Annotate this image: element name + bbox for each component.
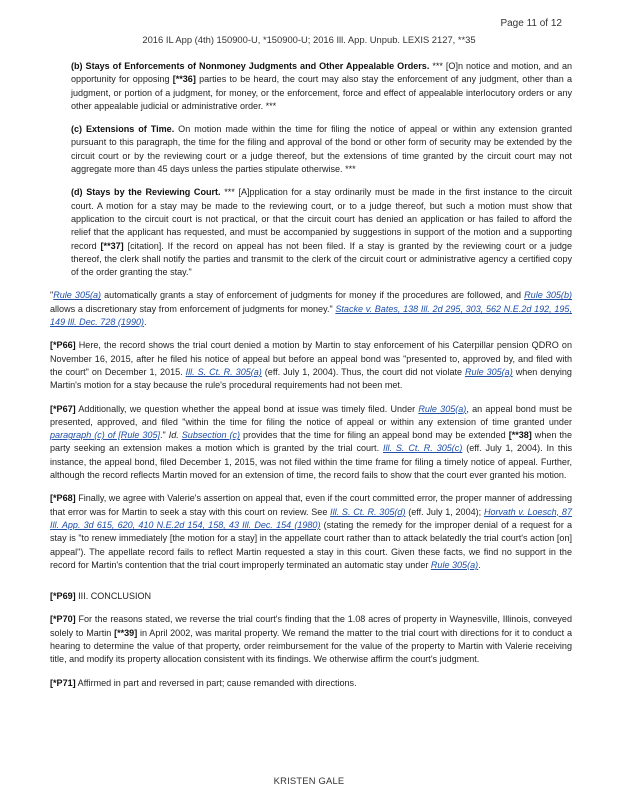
page-marker: [**38]	[508, 430, 532, 441]
stacke-v-bates-link[interactable]: Stacke v. Bates, 138 Ill. 2d 295, 303, 562 N.E.2d 192, 195, 149 Ill. Dec. 728 (1990)	[50, 303, 572, 328]
citation-header: 2016 IL App (4th) 150900-U, *150900-U; 2016 Ill. App. Unpub. LEXIS 2127, **35	[142, 34, 476, 45]
quote-heading-d: (d) Stays by the Reviewing Court.	[71, 187, 221, 198]
section-heading: III. CONCLUSION	[75, 591, 152, 602]
rule-305c-link[interactable]: Ill. S. Ct. R. 305(c)	[382, 443, 463, 454]
horvath-v-loesch-link[interactable]: Horvath v. Loesch, 87 Ill. App. 3d 615, 620, 410 N.E.2d 154, 158, 43 Ill. Dec. 154 (1980)	[50, 506, 572, 530]
paragraph-marker: [*P69]	[50, 591, 76, 602]
rule-305-paragraph: "Rule 305(a) automatically grants a stay of enforcement of judgments for money if the procedures are followed, and Rule 305(b) allows a discretionary stay from enforcement of judgments for money." Stacke v. Bates, 138 Ill. 2d 295, 303, 562 N.E.2d 192, 195, 149 Ill. Dec. 728 (1990).	[50, 290, 572, 328]
rule-305a-link[interactable]: Rule 305(a)	[465, 366, 513, 377]
page-marker: [**39]	[114, 627, 138, 638]
paragraph-marker: [*P68]	[50, 493, 76, 504]
rule-305a-link[interactable]: Ill. S. Ct. R. 305(a)	[185, 366, 262, 377]
quote-paragraph-b: (b) Stays of Enforcements of Nonmoney Judgments and Other Appealable Orders. *** [O]n notice and motion, and an opportunity for opposing [**36] parties to be heard, the court may also stay the enforcement of any judgment, other than a judgment, or portion of a judgment, for money, or the enforcement, force and effect of appealable interlocutory orders or any other appealable judicial or administrative order. ***	[71, 61, 573, 111]
paragraph-68: [*P68] Finally, we agree with Valerie's assertion on appeal that, even if the court committed error, the proper manner of addressing that error was for Martin to seek a stay with this court on review. See Ill. S. Ct. R. 305(d) (eff. July 1, 2004); Horvath v. Loesch, 87 Ill. App. 3d 615, 620, 410 N.E.2d 154, 158, 43 Ill. Dec. 154 (1980) (stating the remedy for the improper denial of a request for a stay is "to renew immediately [the motion for a stay] in the appellate court rather than to attack belatedly the trial court's action [on] appeal"). The appellate record fails to reflect Martin requested a stay in this court. Given these facts, we find no support in the record for Martin's contention that the trial court improperly terminated an automatic stay under Rule 305(a).	[50, 493, 573, 570]
paragraph-marker: [*P66]	[50, 340, 76, 351]
paragraph-71: [*P71] Affirmed in part and reversed in part; cause remanded with directions.	[50, 677, 357, 688]
paragraph-69	[50, 590, 572, 603]
rule-305a-link[interactable]: Rule 305(a)	[53, 290, 102, 301]
paragraph-marker: [*P67]	[50, 403, 76, 414]
quote-heading-c: (c) Extensions of Time.	[71, 124, 175, 135]
quote-paragraph-c: (c) Extensions of Time. On motion made within the time for filing the notice of appeal or within any extension granted pursuant to this paragraph, the time for the filing and approval of the bond or other form of security may be extended by the circuit court or by the reviewing court or a judge thereof, but the extensions of time granted by the circuit court may not aggregate more than 45 days unless the parties stipulate otherwise. ***	[71, 124, 572, 175]
paragraph-70: [*P70] For the reasons stated, we reverse the trial court's finding that the 1.08 acres of property in Waynesville, Illinois, conveyed solely to Martin [**39] in April 2002, was marital property. We remand the matter to the trial court with directions for it to conduct a hearing to determine the value of that property, order reimbursement for the value of the property to Martin with Valerie receiving title, and modify its property allocation consistent with its findings. We otherwise affirm the court's judgment.	[50, 614, 572, 665]
page-marker: [**36]	[172, 74, 196, 85]
subsection-c-link[interactable]: Subsection (c)	[181, 430, 241, 441]
rule-305a-link[interactable]: Rule 305(a)	[418, 403, 467, 414]
paragraph-marker: [*P70]	[50, 614, 76, 625]
rule-305a-link[interactable]: Rule 305(a)	[430, 559, 479, 570]
quote-heading-b: (b) Stays of Enforcements of Nonmoney Judgments and Other Appealable Orders.	[71, 61, 430, 71]
rule-305b-link[interactable]: Rule 305(b)	[524, 290, 572, 301]
page-marker: [**37]	[100, 240, 124, 251]
paragraph-c-rule-305-link[interactable]: paragraph (c) of [Rule 305]	[50, 430, 160, 441]
rule-305d-link[interactable]: Ill. S. Ct. R. 305(d)	[330, 506, 406, 517]
paragraph-marker: [*P71]	[50, 677, 76, 688]
footer-name: KRISTEN GALE	[273, 775, 345, 786]
document-body	[50, 60, 572, 700]
page-number: Page 11 of 12	[500, 18, 562, 29]
paragraph-67: [*P67] Additionally, we question whether the appeal bond at issue was timely filed. Under Rule 305(a), an appeal bond must be presented, approved, and filed "within the time for filing the notice of appeal or within any extension of time granted under paragraph (c) of [Rule 305]." Id. Subsection (c) provides that the time for filing an appeal bond may be extended [**38] when the party seeking an extension makes a motion which is granted by the trial court. Ill. S. Ct. R. 305(c) (eff. July 1, 2004). In this instance, the appeal bond, filed December 1, 2015, was not filed within the time frame for filing a timely notice of appeal. Further, although the record reflects Martin moved for an extension of time, the record fails to show that the court ever granted his motion.	[50, 403, 572, 481]
quote-paragraph-d: (d) Stays by the Reviewing Court. *** [A]pplication for a stay ordinarily must be made in the first instance to the circuit court. A motion for a stay may be made to the reviewing court, or to a judge thereof, but such a motion must show that application to the circuit court is not practical, or that the circuit court has denied an application or has failed to afford the relief that the applicant has requested, and must be accompanied by suggestions in support of the motion and a supporting record [**37] [citation]. If the record on appeal has not been filed. If a stay is granted by the reviewing court or a judge thereof, the clerk shall notify the parties and transmit to the clerk of the circuit court or administrative agency a certified copy of the order granting the stay."	[71, 187, 572, 278]
paragraph-66: [*P66] Here, the record shows the trial court denied a motion by Martin to stay enforcement of his Caterpillar pension QDRO on November 16, 2015, after he filed his notice of appeal but before an appeal bond was "presented to, approved by, and filed with the court" on December 1, 2015. Ill. S. Ct. R. 305(a) (eff. July 1, 2004). Thus, the court did not violate Rule 305(a) when denying Martin's motion for a stay because the rule's procedural requirements had not been met.	[50, 340, 572, 391]
